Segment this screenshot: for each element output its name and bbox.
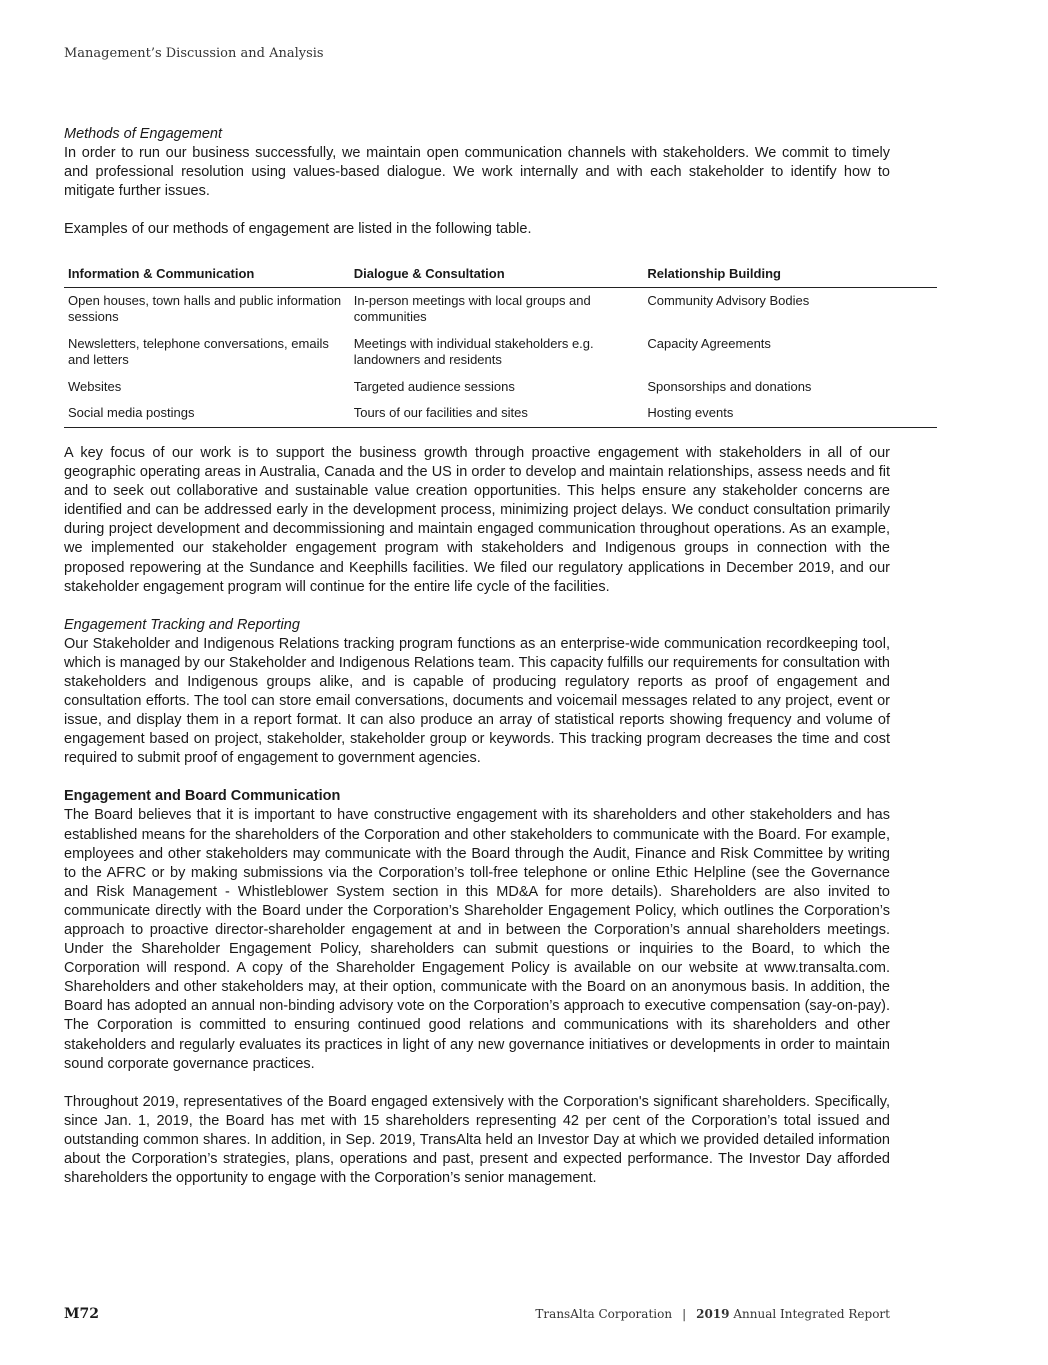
body-sections (64, 444, 890, 1188)
table-cell: Hosting events (643, 400, 937, 427)
methods-heading: Methods of Engagement (64, 126, 222, 142)
footer-separator: | (682, 1307, 687, 1321)
table-header: Dialogue & Consultation (350, 264, 644, 287)
table-cell: In-person meetings with local groups and communities (353, 292, 591, 324)
table-header-row (64, 264, 937, 287)
board-body-2: Throughout 2019, representatives of the Board engaged extensively with the Corporation's significant shareholders. Specifically, since Jan. 1, 2019, the Board has met with 15 shareholders representing 42 per cent of the Corporation’s total issued and outstanding common shares. In addition, in Sep. 2019, TransAlta held an Investor Day at which we provided detailed information about the Corporation’s strategies, plans, operations and past, present and expected performance. The Investor Day afforded shareholders the opportunity to engage with the Corporation’s senior management. (64, 1093, 890, 1187)
table-cell: Targeted audience sessions (353, 378, 515, 394)
table-row (64, 331, 937, 374)
table-header: Relationship Building (643, 264, 937, 287)
footer-company: TransAlta Corporation (535, 1307, 673, 1321)
page-number: M72 (64, 1306, 99, 1322)
board-heading: Engagement and Board Communication (64, 788, 341, 805)
footer-report: Annual Integrated Report (733, 1307, 890, 1321)
table-cell: Sponsorships and donations (647, 378, 812, 394)
table-cell: Social media postings (64, 400, 350, 427)
tracking-body: Our Stakeholder and Indigenous Relations tracking program functions as an enterprise-wide communication recordkeeping tool, which is managed by our Stakeholder and Indigenous Relations team. This capacity fulfills our requirements for consultation with stakeholders and Indigenous groups alike, and is capable of producing regulatory reports as proof of engagement and consultation efforts. The tool can store email conversations, documents and voicemail messages related to any project, event or issue, and display them in a report format. It can also produce an array of statistical reports showing frequency and volume of engagement based on project, stakeholder, stakeholder group or keywords. This tracking program decreases the time and cost required to submit proof of engagement to government agencies. (64, 635, 890, 767)
tracking-heading: Engagement Tracking and Reporting (64, 616, 300, 633)
table-row (64, 287, 937, 331)
table-cell: Community Advisory Bodies (647, 292, 810, 308)
table-row (64, 400, 937, 427)
methods-intro: In order to run our business successfully, we maintain open communication channels with stakeholders. We commit to timely and professional resolution using values-based dialogue. We work internally and with each stakeholder to identify how to mitigate further issues. (64, 145, 890, 200)
table-cell: Newsletters, telephone conversations, emails and letters (68, 335, 329, 367)
table-cell: Tours of our facilities and sites (350, 400, 644, 427)
table-cell: Open houses, town halls and public information sessions (68, 292, 342, 324)
focus-paragraph: A key focus of our work is to support the business growth through proactive engagement with stakeholders in all of our geographic operating areas in Australia, Canada and the US in order to develop and maintain relationships, assess needs and fit and to seek out collaborative and sustainable value creation opportunities. This helps ensure any stakeholder concerns are identified and can be addressed early in the development process, minimizing project delays. We conduct consultation primarily during project development and decommissioning and maintain engaged communication throughout operations. As an example, we implemented our stakeholder engagement program with stakeholders and Indigenous groups in connection with the proposed repowering at the Sundance and Keephills facilities. We filed our regulatory applications in December 2019, and our stakeholder engagement program will continue for the entire life cycle of the facilities. (64, 445, 890, 595)
table-cell: Capacity Agreements (647, 335, 771, 351)
page-header: Management’s Discussion and Analysis (64, 46, 324, 61)
board-body: The Board believes that it is important to have constructive engagement with its shareholders and other stakeholders and has established means for the shareholders of the Corporation and other stakeholders to communicate with the Board. For example, employees and other stakeholders may communicate with the Board through the Audit, Finance and Risk Committee by writing to the AFRC or by making submissions via the Corporation’s toll-free telephone or online Ethic Helpline (see the Governance and Risk Management - Whistleblower System section in this MD&A for more details). Shareholders are also invited to communicate directly with the Board under the Corporation’s Shareholder Engagement Policy, which outlines the Corporation’s approach to proactive director-shareholder engagement at and in between the Corporation’s annual shareholders meetings. Under the Shareholder Engagement Policy, shareholders can submit questions or inquiries to the Board, to which the Corporation will respond. A copy of the Shareholder Engagement Policy is available on our website at www.transalta.com. Shareholders and other stakeholders may, at their option, communicate with the Board on an anonymous basis. In addition, the Board has adopted an annual non-binding advisory vote on the Corporation’s approach to executive compensation (say-on-pay). The Corporation is committed to ensuring continued good relations and communications with its shareholders and other stakeholders and regularly evaluates its practices in light of any new governance initiatives or developments in order to maintain sound corporate governance practices. (64, 807, 890, 1072)
methods-table (64, 264, 937, 428)
table-row (64, 374, 937, 401)
table-cell: Meetings with individual stakeholders e.g. landowners and residents (353, 335, 594, 367)
table-header: Information & Communication (64, 264, 350, 287)
footer-year: 2019 (696, 1307, 730, 1321)
methods-section (64, 125, 890, 239)
table-lead: Examples of our methods of engagement are listed in the following table. (64, 221, 532, 238)
table-cell: Websites (68, 378, 122, 394)
footer-info (535, 1307, 890, 1321)
